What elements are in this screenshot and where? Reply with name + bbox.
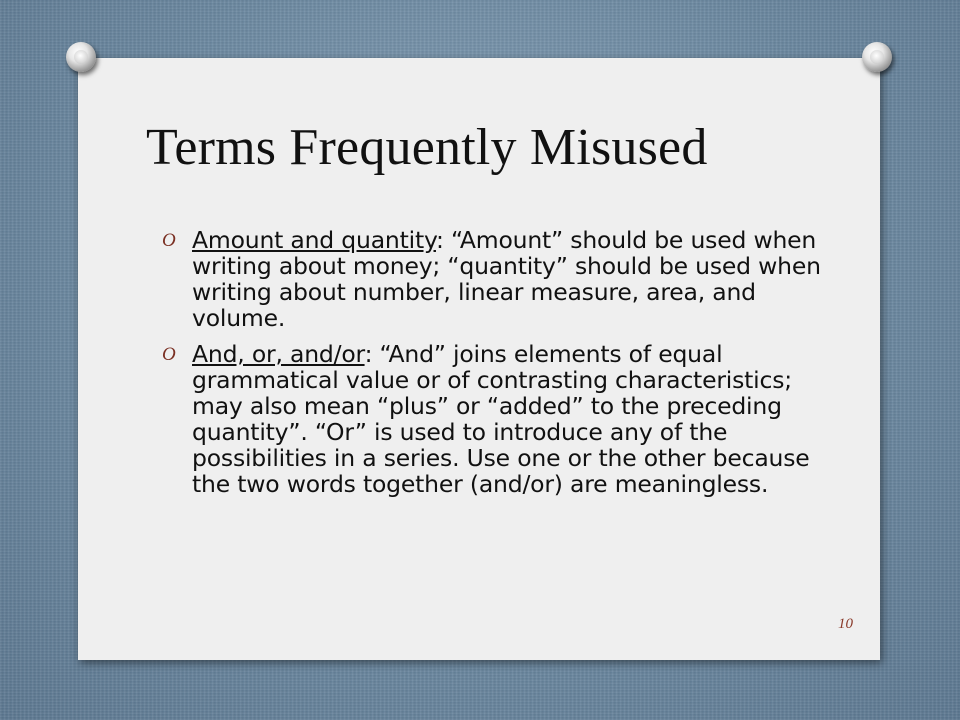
bullet-term: And, or, and/or: [192, 340, 365, 368]
bullet-item: [162, 341, 822, 497]
page-number: 10: [838, 616, 853, 632]
pushpin-icon: [862, 42, 892, 72]
bullet-item: [162, 227, 822, 331]
bullet-list: [162, 227, 822, 507]
slide-title: Terms Frequently Misused: [146, 119, 708, 176]
bullet-term: Amount and quantity: [192, 226, 436, 254]
bullet-text: : “And” joins elements of equal grammatical value or of contrasting characteristics; may also mean “plus” or “added” to the preceding quantity”. “Or” is used to introduce any of the possibilities in a series. Use one or the other because the two words together (and/or) are meaningless.: [192, 340, 810, 498]
bullet-marker-icon: O: [162, 230, 176, 251]
bullet-marker-icon: O: [162, 344, 176, 365]
pushpin-icon: [66, 42, 96, 72]
bullet-text: : “Amount” should be used when writing about money; “quantity” should be used when writing about number, linear measure, area, and volume.: [192, 226, 821, 332]
